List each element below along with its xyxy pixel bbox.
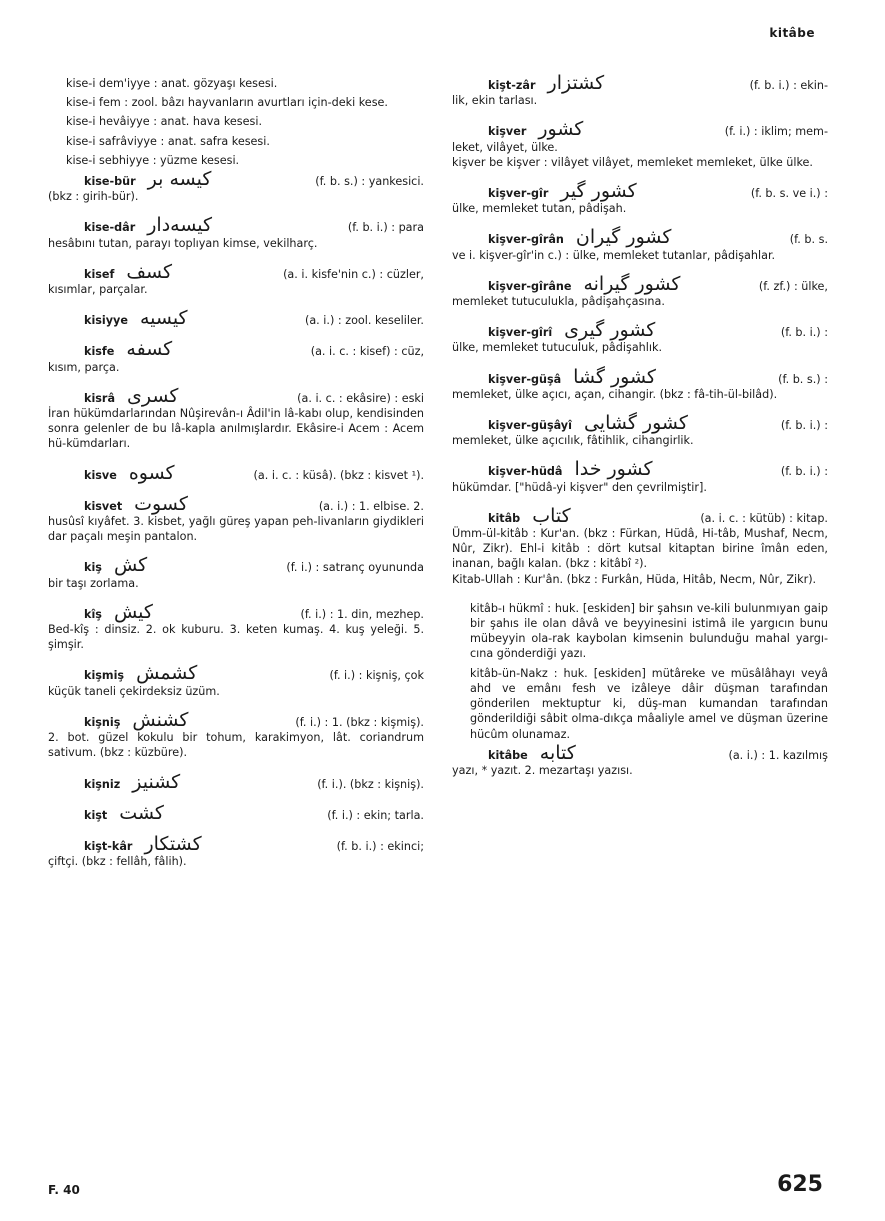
entry-head-line bbox=[452, 412, 828, 435]
dictionary-entry bbox=[48, 708, 424, 761]
dictionary-entry bbox=[452, 180, 828, 216]
arabic-script: کشتزار bbox=[547, 72, 605, 94]
headword: kişmiş bbox=[84, 669, 125, 683]
entry-head-line bbox=[452, 272, 828, 295]
dictionary-entry bbox=[48, 114, 424, 129]
headword: kise-dâr bbox=[84, 221, 136, 235]
dictionary-entry bbox=[48, 168, 424, 204]
headword: kişver-gîrâne bbox=[488, 279, 572, 293]
headword: kişt-kâr bbox=[84, 839, 133, 853]
grammar-definition: (a. i. kisfe'nin c.) : cüzler, bbox=[283, 267, 424, 281]
dictionary-entry bbox=[48, 662, 424, 698]
grammar-definition: (f. b. i.) : bbox=[780, 465, 828, 479]
grammar-definition: (f. b. i.) : ekin- bbox=[749, 79, 828, 92]
dictionary-entry bbox=[452, 272, 828, 309]
definition-continuation: yazı, * yazıt. 2. mezartaşı yazısı. bbox=[452, 763, 633, 777]
definition-continuation: hesâbını tutan, parayı toplıyan kimse, vekilharç. bbox=[48, 236, 318, 250]
arabic-script: کشور گشایی bbox=[583, 412, 688, 435]
grammar-definition: (a. i.) : 1. kazılmış bbox=[728, 748, 828, 762]
dictionary-entry bbox=[48, 153, 424, 168]
entry-text: kise-i fem : zool. bâzı hayvanların avurtları için-deki kese. bbox=[66, 96, 388, 110]
dictionary-entry bbox=[48, 492, 424, 545]
arabic-script: کشور گیرانه bbox=[583, 272, 681, 295]
grammar-definition: (f. i.) : kişniş, çok bbox=[329, 669, 424, 683]
definition-continuation: husûsî kıyâfet. 3. kisbet, yağlı güreş yapan peh-livanların giydikleri dar paçalı meşin pantalon. bbox=[48, 515, 424, 544]
entry-head-line bbox=[48, 600, 424, 623]
arabic-script: کشور گیران bbox=[575, 226, 672, 249]
definition-continuation: Ümm-ül-kitâb : Kur'an. (bkz : Fürkan, Hüdâ, Hi-tâb, Mushaf, Necm, Nûr, Zikr). Ehl-i kitâb : dört kutsal kitaptan birine îmân eden, inanan, bağlı kalan. (bkz : kitâbî ²). Kitab-Ullah : Kur'ân. (bkz : Furkân, Hüda, Hitâb, Necm, Nûr, Zikr). bbox=[452, 527, 828, 586]
grammar-definition: (f. b. s.) : bbox=[778, 372, 828, 386]
entry-head-line bbox=[452, 118, 828, 141]
dictionary-entry bbox=[452, 741, 828, 778]
entry-head-line bbox=[48, 168, 424, 191]
grammar-definition: (f. b. i.) : para bbox=[347, 221, 424, 235]
definition-continuation: küçük taneli çekirdeksiz üzüm. bbox=[48, 684, 220, 698]
arabic-script: کشمش bbox=[136, 662, 198, 685]
entry-head-line bbox=[48, 770, 424, 793]
headword: kişt-zâr bbox=[488, 79, 536, 92]
dictionary-entry bbox=[48, 338, 424, 374]
headword: kişver-gîrân bbox=[488, 233, 564, 247]
arabic-script: کشور bbox=[538, 118, 584, 141]
entry-head-line bbox=[452, 226, 828, 249]
headword: kisef bbox=[84, 267, 115, 281]
arabic-script: کش bbox=[113, 554, 148, 577]
definition-continuation: memleket tutuculukla, pâdişahçasına. bbox=[452, 295, 665, 309]
grammar-definition: (f. b. s. ve i.) : bbox=[750, 187, 828, 201]
entry-head-line bbox=[48, 708, 424, 731]
arabic-script: کشور گیری bbox=[564, 319, 656, 342]
entry-head-line bbox=[48, 384, 424, 407]
definition-continuation: memleket, ülke açıcı, açan, cihangir. (bkz : fâ-tih-ül-bilâd). bbox=[452, 387, 778, 401]
entry-head-line bbox=[452, 72, 828, 94]
entry-head-line bbox=[48, 461, 424, 484]
headword: kişver-hüdâ bbox=[488, 465, 563, 479]
grammar-definition: (f. i.) : iklim; mem- bbox=[724, 125, 828, 139]
arabic-script: کشور گشا bbox=[573, 365, 656, 388]
dictionary-entry bbox=[452, 601, 828, 662]
arabic-script: کتابه bbox=[539, 741, 576, 764]
grammar-definition: (a. i.) : 1. elbise. 2. bbox=[318, 499, 424, 513]
dictionary-entry bbox=[48, 832, 424, 869]
headword: kişt bbox=[84, 808, 108, 822]
headword: kisiyye bbox=[84, 314, 128, 328]
headword: kişver-gîrî bbox=[488, 326, 553, 340]
dictionary-entry bbox=[48, 600, 424, 653]
grammar-definition: (f. b. s.) : yankesici. bbox=[315, 175, 424, 189]
dictionary-entry bbox=[48, 770, 424, 793]
headword: kitâb bbox=[488, 511, 521, 525]
entry-head-line bbox=[452, 504, 828, 527]
entry-head-line bbox=[452, 180, 828, 203]
definition-continuation: kısımlar, parçalar. bbox=[48, 283, 148, 297]
arabic-script: کسفه bbox=[126, 338, 173, 361]
dictionary-entry bbox=[452, 504, 828, 587]
dictionary-entry bbox=[452, 666, 828, 742]
dictionary-entry bbox=[48, 76, 424, 91]
headword: kişver bbox=[488, 125, 527, 139]
arabic-script: کشنش bbox=[132, 708, 189, 731]
headword: kişver-gîr bbox=[488, 187, 549, 201]
grammar-definition: (a. i. c. : ekâsire) : eski bbox=[297, 391, 424, 405]
entry-head-line bbox=[48, 662, 424, 685]
dictionary-entry bbox=[48, 307, 424, 330]
definition-continuation: hükümdar. ["hüdâ-yi kişver" den çevrilmiştir]. bbox=[452, 480, 707, 494]
entry-text: kitâb-ı hükmî : huk. [eskiden] bir şahsın ve-kili bulunmıyan gaip bir şahıs ile olan dâvâ ve beyyinesini istimâ ile yargıcın bunu mübeyyin ola-rak kaybolan kimsenin bulunduğu mahal yargı-cına gönderdiği yazı. bbox=[470, 601, 828, 661]
definition-continuation: ülke, memleket tutuculuk, pâdişahlık. bbox=[452, 341, 663, 355]
dictionary-entry bbox=[48, 134, 424, 149]
grammar-definition: (f. i.) : 1. din, mezhep. bbox=[300, 607, 424, 621]
arabic-script: کسوه bbox=[128, 461, 175, 484]
entry-head-line bbox=[452, 365, 828, 388]
grammar-definition: (f. b. i.) : bbox=[780, 419, 828, 433]
grammar-definition: (f. i.) : satranç oyununda bbox=[286, 561, 424, 575]
entry-head-line bbox=[48, 554, 424, 577]
arabic-script: کشور گیر bbox=[560, 180, 637, 203]
arabic-script: کسری bbox=[127, 384, 179, 407]
dictionary-entry bbox=[452, 118, 828, 170]
grammar-definition: (a. i. c. : kütüb) : kitap. bbox=[700, 511, 828, 525]
definition-continuation: bir taşı zorlama. bbox=[48, 576, 139, 590]
arabic-script: کشت bbox=[119, 801, 164, 824]
arabic-script: کیش bbox=[113, 600, 153, 623]
definition-continuation: Bed-kîş : dinsiz. 2. ok kuburu. 3. keten kumaş. 4. kuş yeleği. 5. şimşir. bbox=[48, 623, 424, 652]
dictionary-entry bbox=[48, 95, 424, 110]
headword: kişniş bbox=[84, 715, 121, 729]
arabic-script: کیسه‌دار bbox=[147, 214, 213, 237]
entry-head-line bbox=[48, 492, 424, 515]
arabic-script: کسف bbox=[126, 260, 173, 283]
entry-head-line bbox=[452, 741, 828, 764]
entry-head-line bbox=[48, 260, 424, 283]
arabic-script: کشور خدا bbox=[574, 458, 653, 481]
headword: kiş bbox=[84, 561, 102, 575]
headword: kisve bbox=[84, 468, 117, 482]
arabic-script: کیسیه bbox=[139, 307, 188, 330]
definition-continuation: İran hükümdarlarından Nûşirevân-ı Âdil'in lâ-kabı olup, kendisinden sonra gelenler de bu lâ-kapla anılmışlardır. Ekâsire-i Acem : Acem hü-kümdarları. bbox=[48, 407, 424, 451]
definition-continuation: ve i. kişver-gîr'in c.) : ülke, memleket tutanlar, pâdişahlar. bbox=[452, 248, 776, 262]
left-column bbox=[48, 76, 424, 883]
dictionary-entry bbox=[452, 412, 828, 448]
definition-continuation: çiftçi. (bkz : fellâh, fâlih). bbox=[48, 855, 187, 869]
entry-head-line bbox=[48, 307, 424, 330]
entry-head-line bbox=[48, 214, 424, 237]
headword: kisfe bbox=[84, 345, 115, 359]
headword: kişniz bbox=[84, 777, 121, 791]
dictionary-entry bbox=[452, 319, 828, 355]
entry-text: kise-i safrâviyye : anat. safra kesesi. bbox=[66, 134, 270, 148]
grammar-definition: (a. i. c. : kisef) : cüz, bbox=[310, 345, 424, 359]
entry-text: kitâb-ün-Nakz : huk. [eskiden] mütâreke ve müsâlâhayı veyâ ahd ve emânı fesh ve izâleye dâir düşman tarafından gönderilen mektuptur ki, düş-man kumandan tarafından gönderildiği sâbit olma-dıkça mâaliyle amel ve düşman üzerine hücûm olunamaz. bbox=[470, 666, 828, 741]
definition-continuation: leket, vilâyet, ülke. kişver be kişver : vilâyet vilâyet, memleket memleket, ülke ülke. bbox=[452, 140, 813, 169]
headword: kise-bür bbox=[84, 175, 136, 189]
page-number: 625 bbox=[777, 1172, 823, 1197]
definition-continuation: 2. bot. güzel kokulu bir tohum, karakimyon, lât. coriandrum sativum. (bkz : küzbüre). bbox=[48, 731, 424, 760]
arabic-script: کتاب bbox=[532, 504, 571, 527]
headword: kisrâ bbox=[84, 391, 116, 405]
grammar-definition: (f. i.) : 1. (bkz : kişmiş). bbox=[295, 715, 424, 729]
dictionary-entry bbox=[48, 461, 424, 484]
dictionary-entry bbox=[452, 226, 828, 262]
arabic-script: کسوت bbox=[134, 492, 188, 515]
grammar-definition: (f. b. s. bbox=[789, 233, 828, 247]
definition-continuation: (bkz : girih-bür). bbox=[48, 190, 139, 204]
dictionary-entry bbox=[48, 554, 424, 590]
right-column bbox=[452, 72, 828, 792]
folio-mark: F. 40 bbox=[48, 1183, 80, 1197]
dictionary-entry bbox=[452, 72, 828, 108]
dictionary-entry bbox=[48, 214, 424, 250]
entry-text: kise-i hevâiyye : anat. hava kesesi. bbox=[66, 115, 263, 129]
arabic-script: کیسه بر bbox=[147, 168, 212, 191]
definition-continuation: memleket, ülke açıcılık, fâtihlik, cihangirlik. bbox=[452, 434, 694, 448]
grammar-definition: (a. i.) : zool. keseliler. bbox=[304, 314, 424, 328]
grammar-definition: (f. b. i.) : bbox=[780, 326, 828, 340]
dictionary-entry bbox=[452, 458, 828, 494]
definition-continuation: ülke, memleket tutan, pâdişah. bbox=[452, 202, 627, 216]
grammar-definition: (f. i.) : ekin; tarla. bbox=[327, 808, 424, 822]
entry-head-line bbox=[48, 801, 424, 824]
arabic-script: کشنیز bbox=[132, 770, 181, 793]
entry-text: kise-i dem'iyye : anat. gözyaşı kesesi. bbox=[66, 77, 278, 90]
grammar-definition: (f. zf.) : ülke, bbox=[758, 279, 828, 293]
headword: kişver-güşâyî bbox=[488, 419, 572, 433]
headword: kitâbe bbox=[488, 748, 528, 762]
definition-continuation: lik, ekin tarlası. bbox=[452, 94, 538, 108]
dictionary-entry bbox=[48, 260, 424, 297]
entry-head-line bbox=[452, 319, 828, 342]
headword: kişver-güşâ bbox=[488, 372, 562, 386]
dictionary-entry bbox=[48, 801, 424, 824]
entry-text: kise-i sebhiyye : yüzme kesesi. bbox=[66, 153, 240, 167]
headword: kîş bbox=[84, 607, 102, 621]
headword: kisvet bbox=[84, 499, 123, 513]
grammar-definition: (a. i. c. : küsâ). (bkz : kisvet ¹). bbox=[253, 468, 424, 482]
dictionary-entry bbox=[48, 384, 424, 452]
entry-head-line bbox=[452, 458, 828, 481]
arabic-script: کشتکار bbox=[144, 832, 202, 855]
running-head: kitâbe bbox=[769, 26, 815, 40]
grammar-definition: (f. i.). (bkz : kişniş). bbox=[317, 777, 424, 791]
dictionary-entry bbox=[452, 365, 828, 402]
grammar-definition: (f. b. i.) : ekinci; bbox=[336, 839, 424, 853]
entry-head-line bbox=[48, 832, 424, 855]
entry-head-line bbox=[48, 338, 424, 361]
definition-continuation: kısım, parça. bbox=[48, 360, 120, 374]
